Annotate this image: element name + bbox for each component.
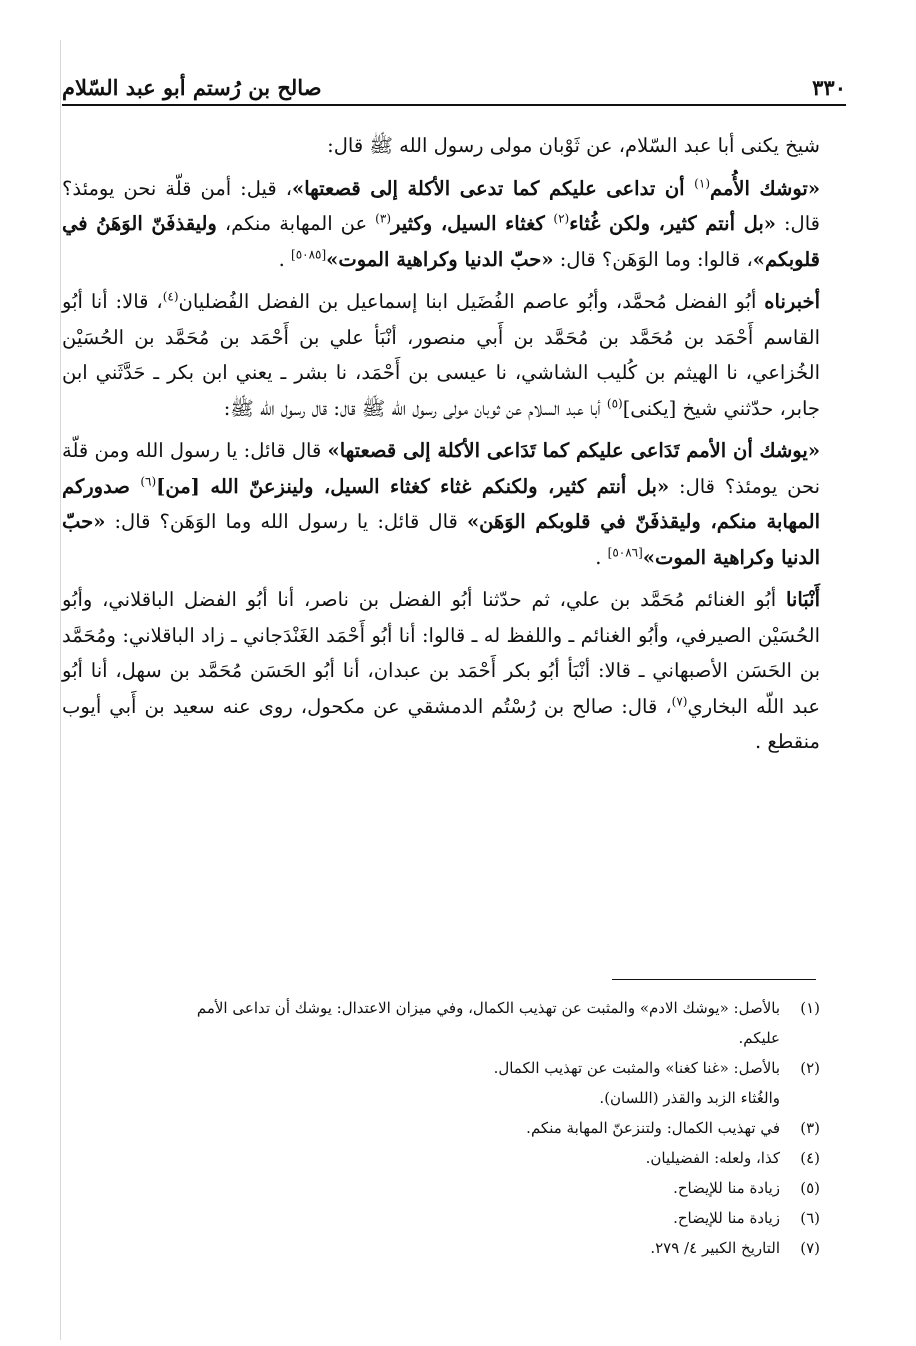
reference-number: [٥٠٨٥] bbox=[291, 247, 327, 261]
hadith-text: «حبّ الدنيا وكراهية الموت» bbox=[62, 510, 820, 569]
footnote-marker: (٧) bbox=[671, 694, 688, 708]
narration-text: عن المهابة منكم، bbox=[216, 212, 376, 235]
footnote-marker: (٦) bbox=[140, 474, 157, 488]
narration-text: قال قائل: يا رسول الله ومن قلّة نحن يومئذ؟ قال: bbox=[62, 439, 820, 498]
running-title: صالح بن رُستم أبو عبد السّلام bbox=[62, 75, 322, 100]
footnote-number: (٧) bbox=[800, 1239, 820, 1257]
hadith-text: أن تداعى عليكم كما تدعى الأكلة إلى قصعتها» bbox=[292, 176, 695, 200]
footnote-2 bbox=[62, 1053, 820, 1083]
footnote-text: زيادة منا للإيضاح. bbox=[673, 1179, 780, 1197]
narration-text: ، قيل: أمن قلّة نحن يومئذ؟ قال: bbox=[62, 176, 820, 235]
paragraph-1: شيخ يكنى أبا عبد السّلام، عن ثَوْبان مولى رسول الله ﷺ قال: bbox=[327, 134, 820, 157]
paragraph-5 bbox=[62, 582, 820, 760]
header-rule bbox=[62, 104, 846, 106]
footnote-1 bbox=[62, 993, 820, 1023]
hadith-text: صدوركم المهابة منكم، وليقذفَنّ في قلوبكم الوَهَن» bbox=[62, 474, 820, 533]
footnote-number: (٥) bbox=[800, 1179, 820, 1197]
narration-text: أبُو الغنائم مُحَمَّد بن علي، ثم حدّثنا أبُو الفضل بن ناصر، أنا أبُو الفضل الباقلاني، وأبُو الحُسَيْن الصيرفي، وأبُو الغنائم ـ واللفظ له ـ قالوا: أنا أبُو أَحْمَد الغَنْدَجاني ـ زاد الباقلاني: ومُحَمَّد بن الحَسَن الأصبهاني ـ قالا: أنْبَأ أبُو بكر أَحْمَد بن عبدان، أنا أبُو الحَسَن مُحَمَّد بن سهل، أنا أبُو عبد اللّه البخاري bbox=[62, 588, 820, 718]
footnote-marker: (٢) bbox=[553, 211, 570, 226]
narration-text: أبُو الفضل مُحمَّد، وأبُو عاصم الفُضَيل ابنا إسماعيل بن الفضل الفُضليان bbox=[178, 290, 765, 313]
page-header bbox=[62, 62, 846, 100]
page-number: ٣٣٠ bbox=[812, 75, 846, 100]
footnote-number: (٢) bbox=[800, 1059, 820, 1077]
footnotes bbox=[62, 993, 820, 1263]
narration-text: قال قائل: يا رسول الله وما الوَهَن؟ قال: bbox=[105, 510, 467, 533]
hadith-text: «بل أنتم كثير، ولكن غُثاء bbox=[569, 212, 776, 235]
narration-text: أبا عبد السلام عن ثوبان مولى رسول الله ﷺ قال: قال رسول الله ﷺ: bbox=[223, 396, 607, 420]
footnote-number: (٤) bbox=[800, 1149, 820, 1167]
narration-text: ، قالوا: وما الوَهَن؟ قال: bbox=[553, 247, 753, 271]
footnote-number: (١) bbox=[800, 999, 820, 1017]
footnote-continuation: عليكم. bbox=[738, 1029, 780, 1047]
footnote-text: زيادة منا للإيضاح. bbox=[673, 1209, 780, 1227]
footnote-6 bbox=[62, 1203, 820, 1233]
main-text bbox=[62, 128, 820, 767]
paragraph-2 bbox=[62, 171, 820, 278]
scan-margin-line bbox=[60, 40, 61, 1340]
hadith-text: «بل أنتم كثير، ولكنكم غثاء كغثاء السيل، ولينزعنّ الله [من] bbox=[156, 474, 670, 498]
footnote-continuation: والغُثاء الزبد والقذر (اللسان). bbox=[599, 1089, 780, 1107]
paragraph-4 bbox=[62, 433, 820, 575]
footnote-marker: (٥) bbox=[606, 396, 623, 410]
hadith-text: وليقذفَنّ الوَهَنُ في قلوبكم» bbox=[62, 212, 820, 271]
footnote-5 bbox=[62, 1173, 820, 1203]
footnote-separator bbox=[612, 979, 816, 980]
narration-text: . bbox=[595, 545, 608, 569]
footnote-7 bbox=[62, 1233, 820, 1263]
footnote-text: بالأصل: «غنا كغنا» والمثبت عن تهذيب الكمال. bbox=[493, 1059, 780, 1077]
footnote-number: (٣) bbox=[800, 1119, 820, 1137]
hadith-text: «يوشك أن الأمم تَدَاعى عليكم كما تَدَاعى الأكلة إلى قصعتها» bbox=[327, 439, 821, 462]
hadith-text: «توشك الأُمم bbox=[710, 176, 821, 200]
footnote-text: بالأصل: «يوشك الادم» والمثبت عن تهذيب الكمال، وفي ميزان الاعتدال: يوشك أن تداعى الأمم bbox=[196, 999, 780, 1017]
footnote-text: كذا، ولعله: الفضيليان. bbox=[645, 1149, 780, 1167]
hadith-text: «حبّ الدنيا وكراهية الموت» bbox=[326, 247, 554, 271]
reference-number: [٥٠٨٦] bbox=[607, 545, 643, 559]
chain-keyword: أخبرناه bbox=[764, 290, 820, 313]
chain-keyword: أَنْبَانا bbox=[785, 588, 820, 611]
footnote-number: (٦) bbox=[800, 1209, 820, 1227]
footnote-marker: (١) bbox=[694, 176, 710, 190]
narration-text: . bbox=[278, 247, 291, 271]
footnote-text: في تهذيب الكمال: ولتنزعنّ المهابة منكم. bbox=[526, 1119, 780, 1137]
footnote-marker: (٣) bbox=[375, 211, 391, 226]
footnote-text: التاريخ الكبير ٤/ ٢٧٩. bbox=[650, 1239, 780, 1257]
footnote-3 bbox=[62, 1113, 820, 1143]
narration-text: ، قالا: أنا أبُو القاسم أَحْمَد بن مُحَمَّد بن مُحَمَّد بن أَبي منصور، أنْبَأ علي بن أَحْمَد بن مُحَمَّد بن الحُسَيْن الخُزاعي، نا الهيثم بن كُليب الشاشي، نا عيسى بن أَحْمَد، نا بشر ـ يعني ابن بكر ـ حَدَّثَني ابن جابر، حدّثني شيخ [يكنى] bbox=[62, 290, 820, 420]
narration-text: ، قال: صالح بن رُسْتُم الدمشقي عن مكحول، روى عنه سعيد بن أَبي أيوب منقطع . bbox=[62, 694, 820, 753]
footnote-4 bbox=[62, 1143, 820, 1173]
hadith-text: كغثاء السيل، وكثير bbox=[391, 212, 554, 235]
footnote-marker: (٤) bbox=[162, 289, 179, 304]
paragraph-3 bbox=[62, 284, 820, 426]
